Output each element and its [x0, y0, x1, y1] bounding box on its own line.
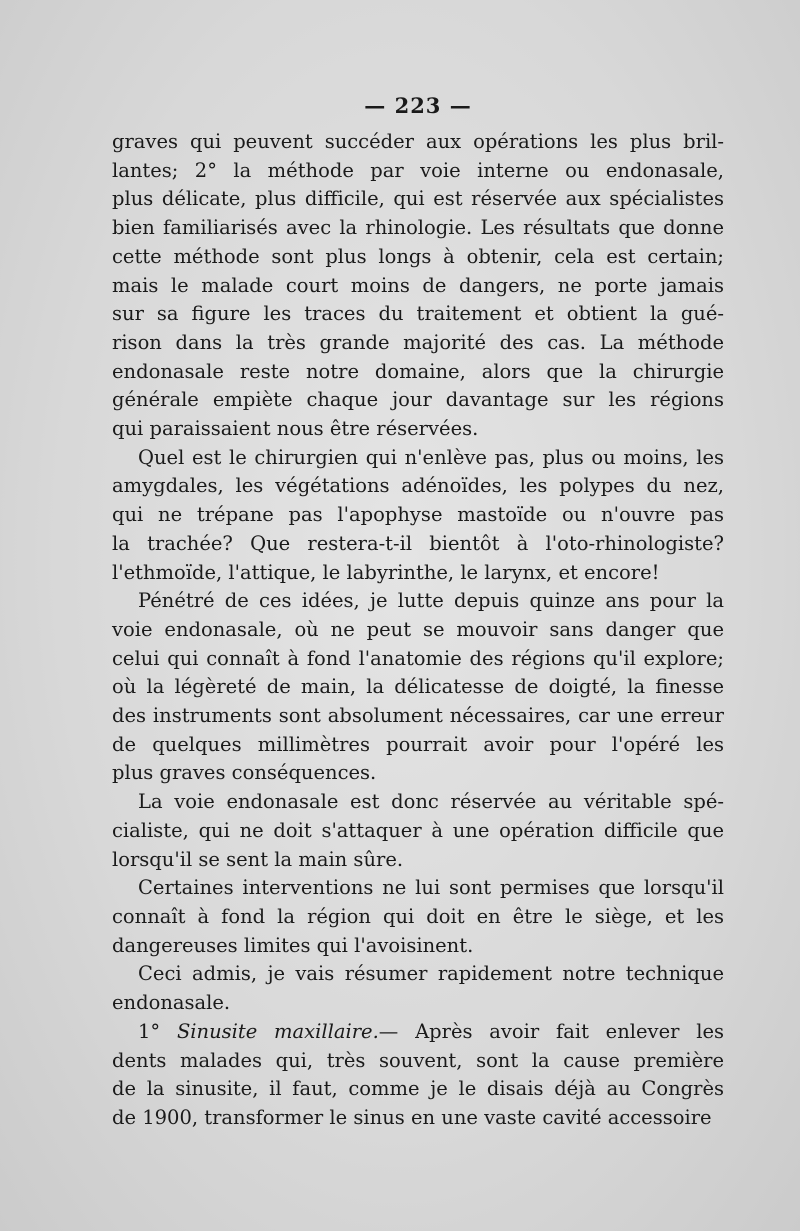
body-text: [112, 128, 724, 1133]
text-line: rison dans la très grande majorité des cas. La méthode: [112, 330, 724, 354]
text-line: Pénétré de ces idées, je lutte depuis quinze ans pour la: [138, 589, 724, 613]
text-line: Ceci admis, je vais résumer rapidement notre technique: [138, 962, 724, 986]
text-line: cialiste, qui ne doit s'attaquer à une opération difficile que: [112, 818, 724, 842]
text-line: cette méthode sont plus longs à obtenir, cela est certain;: [112, 244, 724, 268]
page-number: — 223 —: [364, 93, 472, 118]
text-line: la trachée? Que restera-t-il bientôt à l'oto-rhinologiste?: [112, 531, 724, 555]
text-line: sur sa figure les traces du traitement et obtient la gué-: [112, 302, 724, 326]
text-line: l'ethmoïde, l'attique, le labyrinthe, le larynx, et encore!: [112, 560, 660, 584]
text-line: de quelques millimètres pourrait avoir pour l'opéré les: [112, 732, 724, 756]
text-line: La voie endonasale est donc réservée au véritable spé-: [138, 790, 724, 814]
text-line: lorsqu'il se sent la main sûre.: [112, 847, 404, 871]
text-line: dangereuses limites qui l'avoisinent.: [112, 933, 474, 957]
text-line: mais le malade court moins de dangers, ne porte jamais: [112, 273, 724, 297]
text-line: dents malades qui, très souvent, sont la cause première: [112, 1048, 724, 1072]
section-heading: Sinusite maxillaire.: [176, 1019, 379, 1043]
text-line: qui ne trépane pas l'apophyse mastoïde ou n'ouvre pas: [112, 503, 724, 527]
text-line: endonasale reste notre domaine, alors que la chirurgie: [112, 359, 724, 383]
section-number: 1°: [138, 1019, 177, 1043]
paragraph: [112, 788, 724, 874]
text-line: qui paraissaient nous être réservées.: [112, 417, 479, 441]
text-line: connaît à fond la région qui doit en être le siège, et les: [112, 904, 724, 928]
text-line: plus délicate, plus difficile, qui est réservée aux spécialistes: [112, 187, 724, 211]
paragraph: [112, 587, 724, 788]
text-line: graves qui peuvent succéder aux opérations les plus bril-: [112, 130, 724, 153]
text-line: Quel est le chirurgien qui n'enlève pas, plus ou moins, les: [138, 445, 724, 469]
paragraph: [112, 960, 724, 1017]
text-line: Certaines interventions ne lui sont permises que lorsqu'il: [138, 876, 724, 900]
paragraph: [112, 444, 724, 588]
text-line: de la sinusite, il faut, comme je le disais déjà au Congrès: [112, 1077, 724, 1101]
text-line: celui qui connaît à fond l'anatomie des régions qu'il explore;: [112, 646, 724, 670]
text-line: [112, 1018, 724, 1047]
text-line: plus graves conséquences.: [112, 761, 377, 785]
text-line: des instruments sont absolument nécessaires, car une erreur: [112, 704, 724, 728]
text-line: où la légèreté de main, la délicatesse de doigté, la finesse: [112, 675, 724, 699]
text-line: amygdales, les végétations adénoïdes, les polypes du nez,: [112, 474, 724, 498]
paragraph: [112, 874, 724, 960]
text-line-rest: — Après avoir fait enlever les: [378, 1019, 724, 1043]
text-line: lantes; 2° la méthode par voie interne ou endonasale,: [112, 158, 724, 182]
paragraph: [112, 128, 724, 444]
document-page: [112, 92, 724, 1133]
paragraph: [112, 1018, 724, 1133]
text-line: générale empiète chaque jour davantage sur les régions: [112, 388, 724, 412]
text-line: endonasale.: [112, 991, 231, 1015]
text-line: de 1900, transformer le sinus en une vaste cavité accessoire: [112, 1105, 712, 1129]
text-line: bien familiarisés avec la rhinologie. Les résultats que donne: [112, 216, 724, 240]
text-line: voie endonasale, où ne peut se mouvoir sans danger que: [112, 617, 724, 641]
